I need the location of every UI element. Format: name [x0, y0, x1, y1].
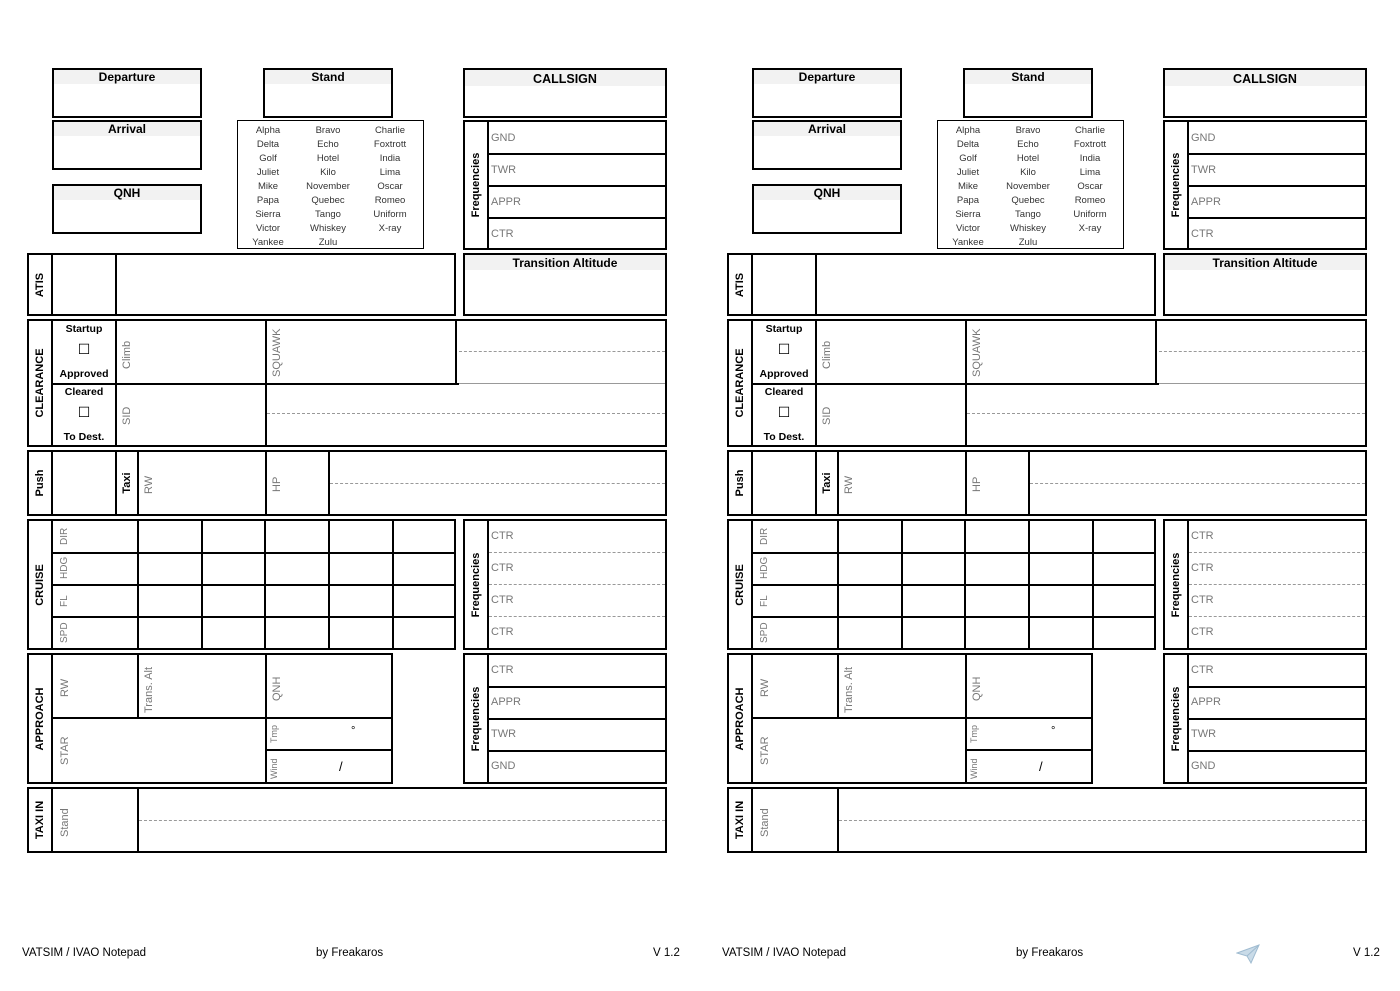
cruise-box[interactable]: [727, 519, 1156, 650]
freq-gnd: GND: [491, 132, 516, 144]
freq-ctr: CTR: [491, 626, 514, 638]
freq-ctr: CTR: [1191, 626, 1214, 638]
phonetic-alphabet-table: [237, 120, 424, 249]
push-taxi-box[interactable]: [27, 450, 667, 516]
startup-label: Startup: [65, 323, 103, 335]
phonetic-word: Uniform: [1073, 209, 1107, 220]
taxi-label: Taxi: [121, 472, 133, 494]
tmp-label: Tmp: [269, 725, 279, 743]
approach-box[interactable]: [27, 653, 393, 784]
phonetic-word: Echo: [1017, 139, 1039, 150]
push-label: Push: [34, 469, 46, 497]
phonetic-word: Zulu: [318, 237, 338, 248]
startup-checkbox[interactable]: ☐: [777, 341, 791, 357]
freq-ctr: CTR: [491, 228, 514, 240]
phonetic-word: Tango: [1015, 209, 1041, 220]
freq-gnd: GND: [1191, 760, 1216, 772]
freq-ctr: CTR: [491, 562, 514, 574]
phonetic-word: Delta: [956, 139, 980, 150]
qnh-small-label: QNH: [271, 676, 283, 701]
tmp-label: Tmp: [969, 725, 979, 743]
phonetic-word: Hotel: [1016, 153, 1040, 164]
frequencies-label: Frequencies: [470, 152, 482, 218]
phonetic-word: Kilo: [320, 167, 336, 178]
phonetic-word: Quebec: [1011, 195, 1045, 206]
approved-label: Approved: [759, 368, 809, 380]
stand-small-label: Stand: [59, 808, 71, 837]
push-label: Push: [734, 469, 746, 497]
wind-slash: /: [339, 759, 343, 774]
qnh-label: QNH: [54, 186, 200, 200]
phonetic-word: Tango: [315, 209, 341, 220]
freq-gnd: GND: [1191, 132, 1216, 144]
dir-label: DIR: [759, 527, 770, 545]
dir-label: DIR: [59, 527, 70, 545]
phonetic-word: Foxtrott: [373, 139, 407, 150]
phonetic-word: Victor: [955, 223, 981, 234]
frequencies-label: Frequencies: [1170, 152, 1182, 218]
callsign-box[interactable]: [1163, 68, 1367, 118]
transition-altitude-box[interactable]: [1163, 253, 1367, 316]
freq-twr: TWR: [491, 728, 517, 740]
wind-slash: /: [1039, 759, 1043, 774]
freq-twr: TWR: [1191, 164, 1217, 176]
cleared-checkbox[interactable]: ☐: [77, 404, 91, 420]
taxi-in-label: TAXI IN: [34, 800, 46, 840]
footer-version: V 1.2: [653, 947, 680, 959]
freq-ctr: CTR: [1191, 594, 1214, 606]
rw-label: RW: [843, 475, 855, 494]
freq-twr: TWR: [1191, 728, 1217, 740]
approach-label: APPROACH: [734, 687, 746, 750]
cleared-label: Cleared: [764, 386, 804, 398]
footer-title: VATSIM / IVAO Notepad: [22, 947, 146, 959]
climb-label: Climb: [821, 340, 833, 369]
climb-label: Climb: [121, 340, 133, 369]
startup-checkbox[interactable]: ☐: [77, 341, 91, 357]
phonetic-word: Whiskey: [310, 223, 346, 234]
qnh-box[interactable]: [52, 184, 202, 234]
phonetic-column: [1060, 124, 1120, 236]
cruise-label: CRUISE: [734, 563, 746, 606]
transition-altitude-label: Transition Altitude: [465, 255, 665, 270]
phonetic-word: Alpha: [955, 125, 981, 136]
phonetic-column: [240, 124, 296, 250]
fl-label: FL: [59, 595, 70, 607]
atis-box[interactable]: [727, 253, 1156, 316]
phonetic-word: Hotel: [316, 153, 340, 164]
phonetic-word: India: [1079, 153, 1101, 164]
phonetic-word: Delta: [256, 139, 280, 150]
stand-box[interactable]: [263, 68, 393, 118]
phonetic-word: Uniform: [373, 209, 407, 220]
phonetic-word: Yankee: [952, 237, 984, 248]
qnh-small-label: QNH: [971, 676, 983, 701]
push-taxi-box[interactable]: [727, 450, 1367, 516]
freq-ctr: CTR: [1191, 664, 1214, 676]
degree-symbol: °: [351, 725, 356, 737]
taxi-in-box[interactable]: [27, 787, 667, 853]
startup-label: Startup: [765, 323, 803, 335]
hp-label: HP: [971, 476, 983, 492]
arrival-label: Arrival: [54, 122, 200, 136]
phonetic-word: X-ray: [378, 223, 402, 234]
wind-label: Wind: [969, 758, 979, 779]
clearance-label: CLEARANCE: [34, 348, 46, 418]
star-label: STAR: [59, 736, 71, 765]
rw-label: RW: [59, 678, 71, 697]
freq-ctr: CTR: [1191, 228, 1214, 240]
phonetic-word: Alpha: [255, 125, 281, 136]
spd-label: SPD: [59, 622, 70, 643]
hp-label: HP: [271, 476, 283, 492]
frequencies-departure-box[interactable]: [1163, 120, 1367, 250]
phonetic-column: [998, 124, 1058, 250]
phonetic-word: Bravo: [1015, 125, 1041, 136]
clearance-box[interactable]: [27, 319, 667, 447]
arrival-label: Arrival: [754, 122, 900, 136]
rw-label: RW: [759, 678, 771, 697]
frequencies-label-wrap: [465, 122, 489, 248]
footer-author: by Freakaros: [316, 947, 384, 959]
approach-box[interactable]: [727, 653, 1093, 784]
frequencies-approach-box[interactable]: [463, 653, 667, 784]
frequencies-cruise-box[interactable]: [1163, 519, 1367, 650]
footer-title: VATSIM / IVAO Notepad: [722, 947, 846, 959]
departure-label: Departure: [754, 70, 900, 84]
phonetic-word: X-ray: [1078, 223, 1102, 234]
sid-label: SID: [821, 406, 833, 425]
transition-altitude-box[interactable]: [463, 253, 667, 316]
phonetic-word: Kilo: [1020, 167, 1036, 178]
phonetic-word: Quebec: [311, 195, 345, 206]
frequencies-label: Frequencies: [1170, 552, 1182, 617]
phonetic-word: Bravo: [315, 125, 341, 136]
clearance-box[interactable]: [727, 319, 1367, 447]
rw-label: RW: [143, 475, 155, 494]
star-label: STAR: [759, 736, 771, 765]
phonetic-word: Yankee: [252, 237, 284, 248]
spd-label: SPD: [759, 622, 770, 643]
callsign-label: CALLSIGN: [1165, 70, 1365, 86]
phonetic-word: Lima: [1079, 167, 1101, 178]
clearance-label: CLEARANCE: [734, 348, 746, 418]
hdg-label: HDG: [759, 556, 770, 579]
phonetic-column: [298, 124, 358, 250]
freq-ctr: CTR: [1191, 562, 1214, 574]
freq-appr: APPR: [1191, 196, 1221, 208]
approved-label: Approved: [59, 368, 109, 380]
stand-label: Stand: [965, 70, 1091, 84]
phonetic-word: Papa: [956, 195, 980, 206]
phonetic-word: Sierra: [955, 209, 981, 220]
atis-label: ATIS: [34, 272, 46, 297]
freq-ctr: CTR: [491, 664, 514, 676]
phonetic-word: Mike: [957, 181, 979, 192]
freq-ctr: CTR: [491, 530, 514, 542]
departure-label: Departure: [54, 70, 200, 84]
freq-gnd: GND: [491, 760, 516, 772]
phonetic-word: November: [1006, 181, 1050, 192]
phonetic-word: Lima: [379, 167, 401, 178]
stand-small-label: Stand: [759, 808, 771, 837]
phonetic-word: Echo: [317, 139, 339, 150]
phonetic-word: Zulu: [1018, 237, 1038, 248]
frequencies-approach-box[interactable]: [1163, 653, 1367, 784]
callsign-box[interactable]: [463, 68, 667, 118]
squawk-label: SQUAWK: [971, 328, 983, 377]
sid-label: SID: [121, 406, 133, 425]
phonetic-column: [940, 124, 996, 250]
departure-box[interactable]: [752, 68, 902, 118]
phonetic-word: Papa: [256, 195, 280, 206]
approach-label: APPROACH: [34, 687, 46, 750]
freq-twr: TWR: [491, 164, 517, 176]
freq-appr: APPR: [491, 696, 521, 708]
transition-altitude-label: Transition Altitude: [1165, 255, 1365, 270]
frequencies-departure-box[interactable]: [463, 120, 667, 250]
phonetic-alphabet-table: [937, 120, 1124, 249]
taxi-label: Taxi: [821, 472, 833, 494]
phonetic-column: [360, 124, 420, 236]
squawk-label: SQUAWK: [271, 328, 283, 377]
stand-label: Stand: [265, 70, 391, 84]
phonetic-word: India: [379, 153, 401, 164]
phonetic-word: November: [306, 181, 350, 192]
qnh-box[interactable]: [752, 184, 902, 234]
hdg-label: HDG: [59, 556, 70, 579]
cleared-checkbox[interactable]: ☐: [777, 404, 791, 420]
trans-alt-label: Trans. Alt: [843, 666, 855, 713]
phonetic-word: Oscar: [1077, 181, 1103, 192]
phonetic-word: Victor: [255, 223, 281, 234]
to-dest-label: To Dest.: [63, 431, 105, 443]
phonetic-word: Romeo: [1074, 195, 1106, 206]
stand-box[interactable]: [963, 68, 1093, 118]
freq-appr: APPR: [491, 196, 521, 208]
phonetic-word: Golf: [959, 153, 977, 164]
phonetic-word: Juliet: [956, 167, 980, 178]
paper-plane-icon: [1236, 944, 1260, 964]
taxi-in-box[interactable]: [727, 787, 1367, 853]
atis-box[interactable]: [27, 253, 456, 316]
qnh-label: QNH: [754, 186, 900, 200]
cruise-box[interactable]: [27, 519, 456, 650]
phonetic-word: Golf: [259, 153, 277, 164]
phonetic-word: Whiskey: [1010, 223, 1046, 234]
footer-author: by Freakaros: [1016, 947, 1084, 959]
frequencies-label: Frequencies: [470, 552, 482, 617]
fl-label: FL: [759, 595, 770, 607]
phonetic-word: Oscar: [377, 181, 403, 192]
phonetic-word: Sierra: [255, 209, 281, 220]
cruise-label: CRUISE: [34, 563, 46, 606]
wind-label: Wind: [269, 758, 279, 779]
degree-symbol: °: [1051, 725, 1056, 737]
trans-alt-label: Trans. Alt: [143, 666, 155, 713]
arrival-box[interactable]: [752, 120, 902, 170]
taxi-in-label: TAXI IN: [734, 800, 746, 840]
phonetic-word: Mike: [257, 181, 279, 192]
freq-appr: APPR: [1191, 696, 1221, 708]
footer-version: V 1.2: [1353, 947, 1380, 959]
phonetic-word: Juliet: [256, 167, 280, 178]
freq-ctr: CTR: [491, 594, 514, 606]
phonetic-word: Charlie: [1074, 125, 1106, 136]
atis-label: ATIS: [734, 272, 746, 297]
freq-ctr: CTR: [1191, 530, 1214, 542]
frequencies-label-wrap: [1165, 122, 1189, 248]
phonetic-word: Foxtrott: [1073, 139, 1107, 150]
to-dest-label: To Dest.: [763, 431, 805, 443]
phonetic-word: Charlie: [374, 125, 406, 136]
frequencies-label: Frequencies: [1170, 686, 1182, 751]
callsign-label: CALLSIGN: [465, 70, 665, 86]
notepad-page-right: [700, 0, 1400, 991]
arrival-box[interactable]: [52, 120, 202, 170]
departure-box[interactable]: [52, 68, 202, 118]
frequencies-cruise-box[interactable]: [463, 519, 667, 650]
frequencies-label: Frequencies: [470, 686, 482, 751]
phonetic-word: Romeo: [374, 195, 406, 206]
cleared-label: Cleared: [64, 386, 104, 398]
